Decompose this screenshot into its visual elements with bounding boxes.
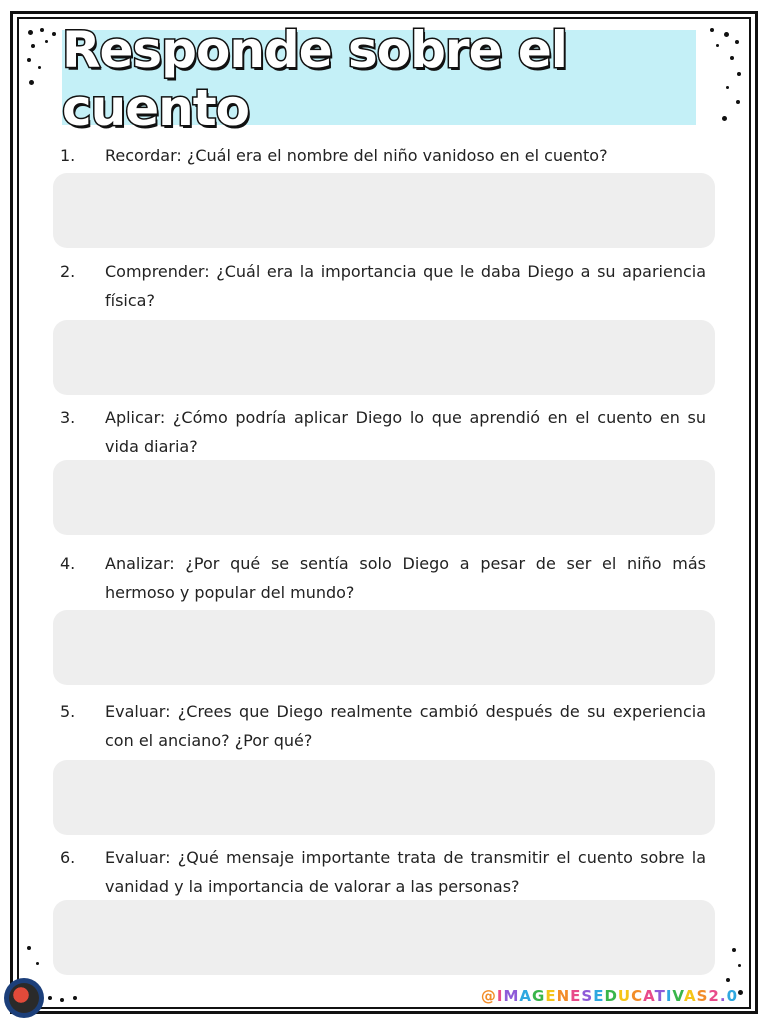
brand-logo-emblem [9,983,39,1013]
dot [60,998,64,1002]
question-number: 5. [60,702,76,721]
dot [722,116,727,121]
dot [27,946,31,950]
answer-box-6[interactable] [53,900,715,975]
question-5 [60,697,706,755]
answer-box-4[interactable] [53,610,715,685]
question-1 [60,141,706,170]
dot [48,996,52,1000]
answer-box-1[interactable] [53,173,715,248]
brand-logo-icon [4,978,44,1018]
dot [52,32,56,36]
question-number: 4. [60,554,76,573]
question-text: Aplicar: ¿Cómo podría aplicar Diego lo que aprendió en el cuento en su vida diaria? [105,408,706,456]
dot [732,948,736,952]
question-text: Evaluar: ¿Crees que Diego realmente cambió después de su experiencia con el anciano? ¿Por qué? [105,702,706,750]
question-text: Recordar: ¿Cuál era el nombre del niño vanidoso en el cuento? [105,146,608,165]
question-text: Comprender: ¿Cuál era la importancia que le daba Diego a su apariencia física? [105,262,706,310]
answer-box-5[interactable] [53,760,715,835]
brand-text: @IMAGENESEDUCATIVAS2.0 [480,987,738,1005]
answer-box-2[interactable] [53,320,715,395]
dot [710,28,714,32]
dot [73,996,77,1000]
dot [724,32,729,37]
question-text: Analizar: ¿Por qué se sentía solo Diego a pesar de ser el niño más hermoso y popular del mundo? [105,554,706,602]
dot [45,40,48,43]
dot [735,40,739,44]
dot [36,962,39,965]
question-4 [60,549,706,607]
question-number: 3. [60,408,76,427]
question-2 [60,257,706,315]
dot [730,56,734,60]
question-number: 6. [60,848,76,867]
dot [38,66,41,69]
dot [716,44,719,47]
dot [738,964,741,967]
dot [737,72,741,76]
question-number: 2. [60,262,76,281]
dot [28,30,33,35]
dot [738,990,743,995]
dot [31,44,35,48]
brand-watermark [481,987,738,1005]
question-number: 1. [60,146,76,165]
page-title: Responde sobre el cuento [62,21,567,137]
dot [726,978,730,982]
answer-box-3[interactable] [53,460,715,535]
question-text: Evaluar: ¿Qué mensaje importante trata de transmitir el cuento sobre la vanidad y la importancia de valorar a las personas? [105,848,706,896]
dot [27,58,31,62]
dot [736,100,740,104]
dot [40,28,44,32]
dot [29,80,34,85]
question-3 [60,403,706,461]
dot [726,86,729,89]
question-6 [60,843,706,901]
